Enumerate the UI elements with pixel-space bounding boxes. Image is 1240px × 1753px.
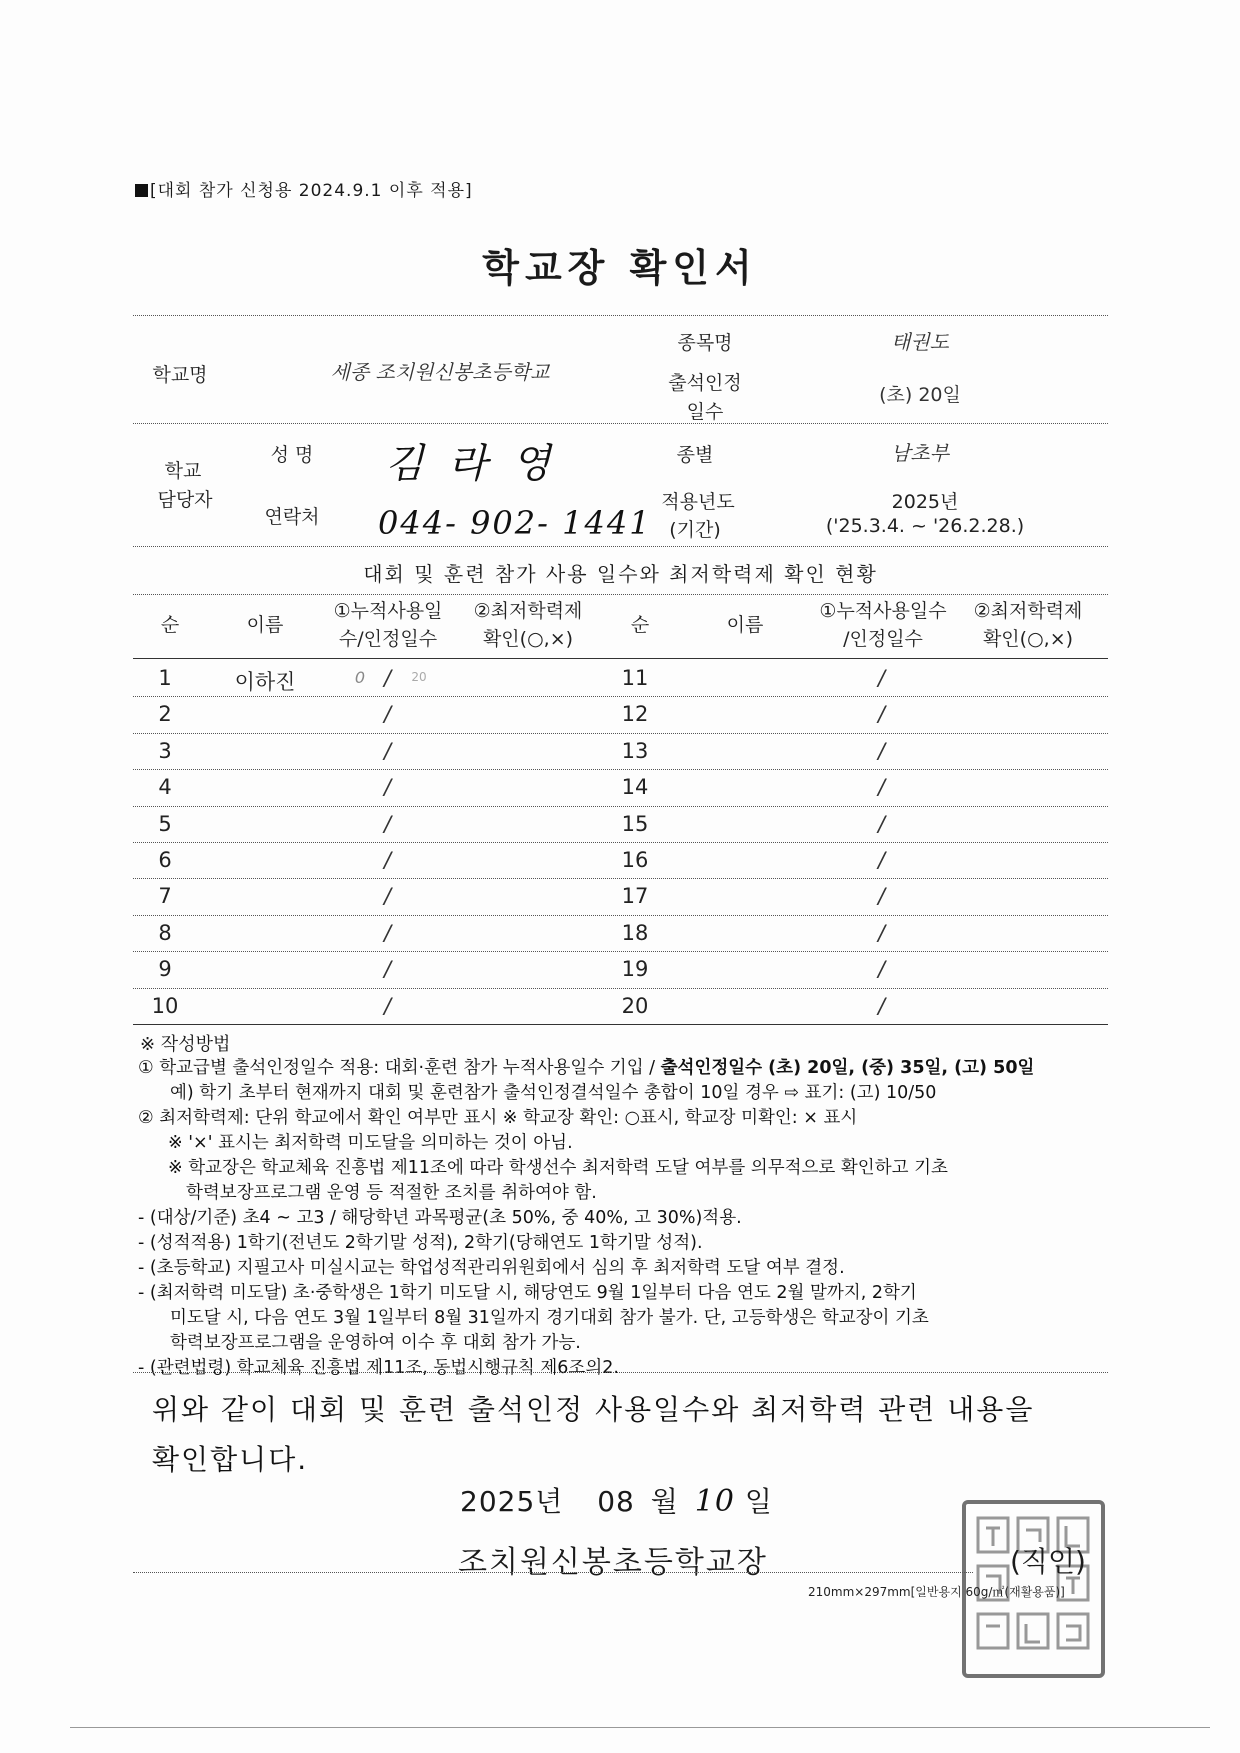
row-no: 3 [158, 738, 172, 763]
notes-block [138, 1056, 1108, 1381]
period-label: (기간) [669, 519, 721, 541]
date-month: 08 [597, 1485, 635, 1518]
header-check-1: ②최저학력제 [473, 600, 583, 622]
document-title: 학교장 확인서 [482, 246, 758, 290]
table-caption: 대회 및 훈련 참가 사용 일수와 최저학력제 확인 현황 [363, 562, 878, 586]
row-slash: / [384, 775, 392, 800]
event-value: 태권도 [891, 330, 949, 354]
row-slash: / [384, 993, 392, 1018]
divider [133, 423, 1108, 424]
header-r-check-1: ②최저학력제 [973, 600, 1083, 622]
row-divider [133, 915, 1108, 916]
note-line [138, 1056, 1108, 1081]
divider [133, 315, 1108, 316]
year-label: 적용년도 [661, 491, 735, 513]
row-used-handwritten: 0 [354, 668, 366, 687]
paper-spec-note: 210mm×297mm[일반용지 60g/㎡(재활용품)] [808, 1585, 1065, 1599]
header-no: 순 [160, 614, 180, 636]
header-r-check-2: 확인(○,×) [982, 628, 1074, 650]
contact-label: 연락처 [264, 506, 320, 528]
row-slash: / [384, 884, 392, 909]
header-check-2: 확인(○,×) [482, 628, 574, 650]
row-no: 6 [158, 848, 172, 872]
row-slash: / [384, 811, 392, 836]
header-r-used-2: /인정일수 [843, 628, 923, 650]
row-r-no: 12 [621, 702, 649, 727]
square-bullet-icon [135, 184, 148, 197]
row-divider [133, 806, 1108, 807]
note-line: 미도달 시, 다음 연도 3월 1일부터 8월 31일까지 경기대회 참가 불가. 단, 고등학생은 학교장이 기초 [170, 1308, 929, 1328]
row-divider [133, 878, 1108, 879]
header-used-1: ①누적사용일 [333, 600, 443, 622]
school-label: 학교명 [152, 364, 208, 386]
row-no: 10 [151, 993, 179, 1018]
date-year: 2025년 [460, 1485, 564, 1518]
attendance-label-2: 일수 [686, 401, 724, 423]
note-line: ※ 학교장은 학교체육 진흥법 제11조에 따라 학생선수 최저학력 도달 여부를 의무적으로 확인하고 기초 [168, 1158, 948, 1178]
date-day-unit: 일 [744, 1485, 773, 1518]
row-no: 5 [158, 811, 172, 836]
row-r-no: 11 [621, 666, 649, 690]
row-divider [133, 769, 1108, 770]
row-name: 이하진 [234, 670, 296, 694]
note-line: - (최저학력 미도달) 초·중학생은 1학기 미도달 시, 해당연도 9월 1일부터 다음 연도 2월 말까지, 2학기 [138, 1283, 917, 1303]
row-r-no: 20 [621, 993, 649, 1018]
row-no: 1 [158, 666, 172, 690]
header-note [135, 176, 473, 201]
row-r-no: 14 [621, 775, 649, 800]
note-line: - (관련법령) 학교체육 진흥법 제11조, 동법시행규칙 제6조의2. [138, 1358, 619, 1378]
note-line: 학력보장프로그램 운영 등 적절한 조치를 취하여야 함. [186, 1183, 597, 1203]
school-value: 세종 조치원신봉초등학교 [330, 360, 550, 384]
header-r-used-1: ①누적사용일수 [819, 600, 947, 622]
row-r-no: 13 [621, 738, 649, 763]
note-line: - (대상/기준) 초4 ~ 고3 / 해당학년 과목평균(초 50%, 중 40%, 고 30%)적용. [138, 1208, 742, 1228]
row-r-slash: / [878, 920, 886, 945]
note-line: ※ '×' 표시는 최저학력 미도달을 의미하는 것이 아님. [168, 1133, 573, 1153]
header-used-2: 수/인정일수 [338, 628, 438, 650]
row-slash: / [384, 702, 392, 727]
period-value: ('25.3.4. ~ '26.2.28.) [825, 515, 1025, 537]
notes-heading: ※ 작성방법 [140, 1034, 231, 1055]
date-day-handwritten: 10 [694, 1484, 735, 1519]
header-name: 이름 [246, 614, 284, 636]
division-label: 종별 [676, 444, 714, 466]
row-no: 7 [158, 884, 172, 909]
note-emphasis: 출석인정일수 (초) 20일, (중) 35일, (고) 50일 [660, 1058, 1035, 1078]
row-divider [133, 696, 1108, 697]
note-line: - (성적적용) 1학기(전년도 2학기말 성적), 2학기(당해연도 1학기말 성적). [138, 1233, 703, 1253]
date-month-unit: 월 [650, 1485, 679, 1518]
row-r-slash: / [878, 848, 886, 872]
row-no: 8 [158, 920, 172, 945]
header-r-name: 이름 [726, 614, 764, 636]
name-value-handwritten: 김 라 영 [385, 441, 557, 487]
row-r-no: 19 [621, 957, 649, 982]
row-r-no: 17 [621, 884, 649, 909]
principal-title: 조치원신봉초등학교장 [458, 1545, 768, 1580]
division-value: 남초부 [891, 441, 949, 465]
row-no: 9 [158, 957, 172, 982]
attendance-value: (초) 20일 [879, 384, 961, 406]
row-r-slash: / [878, 957, 886, 982]
row-slash: / [384, 957, 392, 982]
row-r-slash: / [878, 775, 886, 800]
row-r-slash: / [878, 666, 886, 690]
row-slash: / [384, 666, 392, 690]
divider [133, 546, 1108, 547]
note-text: ① 학교급별 출석인정일수 적용: 대회·훈련 참가 누적사용일수 기입 / [138, 1058, 661, 1078]
closing-line-1: 위와 같이 대회 및 훈련 출석인정 사용일수와 최저학력 관련 내용을 [152, 1393, 1035, 1426]
row-r-slash: / [878, 702, 886, 727]
divider [133, 1572, 973, 1573]
manager-label-2: 담당자 [157, 489, 213, 511]
contact-value-handwritten: 044- 902- 1441 [378, 504, 652, 542]
header-note-text: [대회 참가 신청용 2024.9.1 이후 적용] [150, 181, 473, 201]
divider [133, 658, 1108, 659]
row-r-slash: / [878, 811, 886, 836]
signing-date [460, 1480, 773, 1520]
row-r-no: 16 [621, 848, 649, 872]
attendance-label-1: 출석인정 [668, 372, 742, 394]
name-label: 성 명 [270, 444, 314, 466]
note-line: - (초등학교) 지필고사 미실시교는 학업성적관리위원회에서 심의 후 최저학력 도달 여부 결정. [138, 1258, 845, 1278]
row-r-no: 18 [621, 920, 649, 945]
row-no: 4 [158, 775, 172, 800]
row-slash: / [384, 848, 392, 872]
row-r-no: 15 [621, 811, 649, 836]
row-r-slash: / [878, 738, 886, 763]
divider [133, 1024, 1108, 1025]
row-r-slash: / [878, 993, 886, 1018]
row-divider [133, 842, 1108, 843]
row-total-handwritten: 20 [411, 670, 427, 684]
header-r-no: 순 [630, 614, 650, 636]
closing-line-2: 확인합니다. [152, 1443, 309, 1476]
row-slash: / [384, 738, 392, 763]
divider [133, 1372, 1108, 1373]
row-no: 2 [158, 702, 172, 727]
note-line: 예) 학기 초부터 현재까지 대회 및 훈련참가 출석인정결석일수 총합이 10일 경우 ⇨ 표기: (고) 10/50 [170, 1083, 937, 1103]
scan-edge-line [70, 1727, 1210, 1728]
row-divider [133, 733, 1108, 734]
closing-statement [152, 1385, 1034, 1485]
row-divider [133, 988, 1108, 989]
divider [133, 594, 1108, 595]
event-label: 종목명 [677, 332, 733, 354]
year-value: 2025년 [891, 491, 959, 513]
seal-label: (직인) [1010, 1545, 1086, 1578]
manager-label-1: 학교 [164, 460, 202, 482]
note-line: 학력보장프로그램을 운영하여 이수 후 대회 참가 가능. [170, 1333, 581, 1353]
note-line: ② 최저학력제: 단위 학교에서 확인 여부만 표시 ※ 학교장 확인: ○표시, 학교장 미확인: × 표시 [138, 1108, 858, 1128]
row-r-slash: / [878, 884, 886, 909]
row-slash: / [384, 920, 392, 945]
row-divider [133, 951, 1108, 952]
